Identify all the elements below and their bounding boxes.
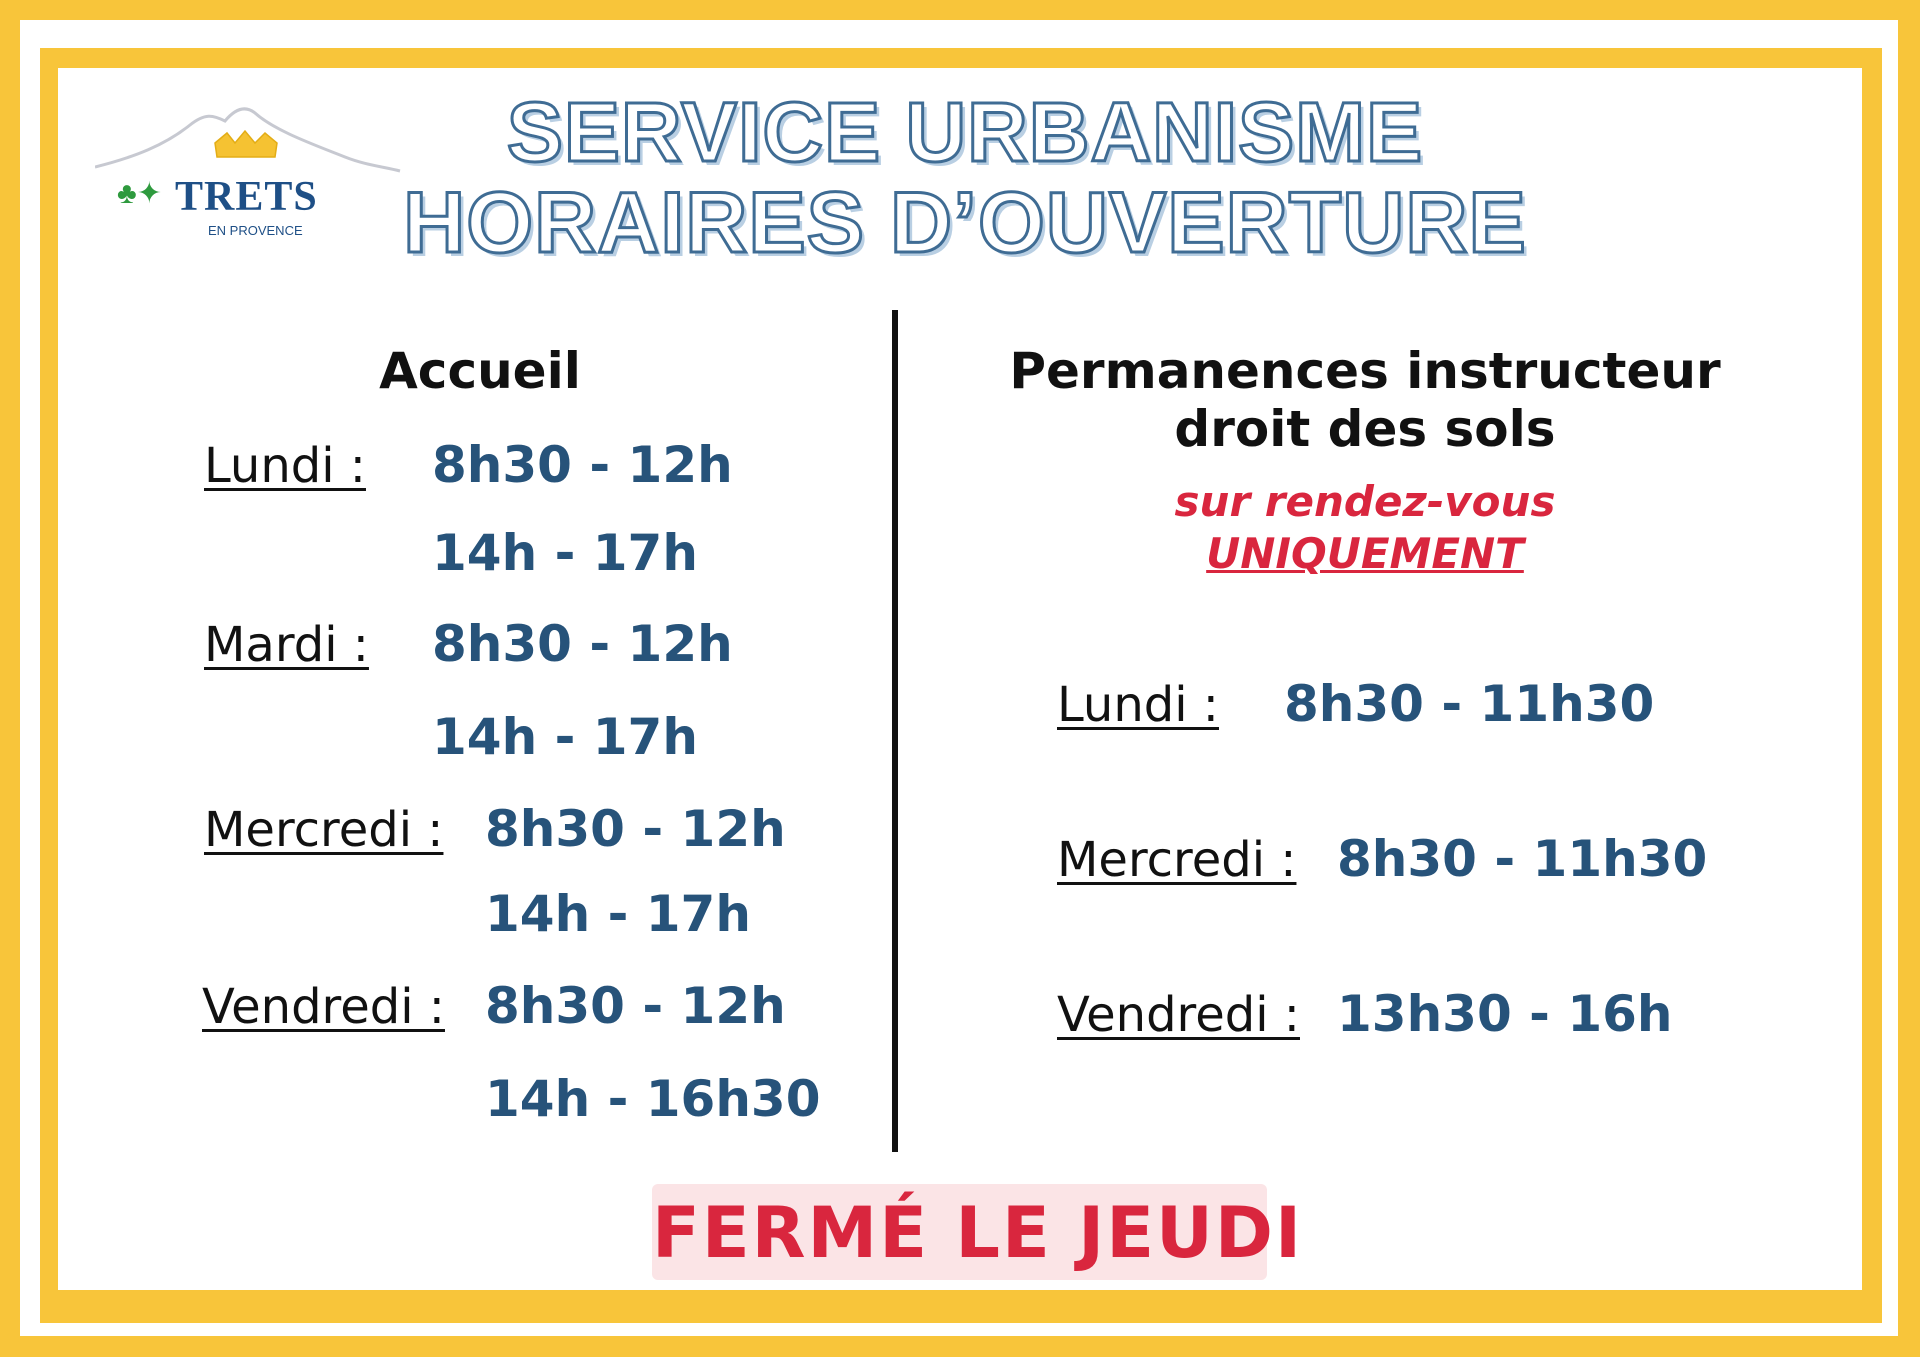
accueil-heading: Accueil — [379, 342, 581, 400]
accueil-time: 14h - 17h — [432, 708, 698, 766]
column-divider — [892, 310, 898, 1152]
title-line-2: HORAIRES D’OUVERTURE — [403, 175, 1527, 271]
accueil-time: 8h30 - 12h — [485, 800, 786, 858]
accueil-day-vendredi: Vendredi : — [202, 979, 445, 1035]
permanences-heading — [960, 342, 1770, 458]
logo-subtitle: EN PROVENCE — [208, 223, 303, 238]
permanences-heading-line-1: Permanences instructeur — [1009, 342, 1721, 400]
permanence-time: 13h30 - 16h — [1337, 985, 1673, 1043]
accueil-day-mardi: Mardi : — [204, 617, 369, 673]
appointment-note — [960, 476, 1770, 580]
closed-notice: FERMÉ LE JEUDI — [652, 1192, 1304, 1274]
permanences-heading-line-2: droit des sols — [1174, 400, 1556, 458]
accueil-time: 14h - 17h — [432, 524, 698, 582]
accueil-time: 8h30 - 12h — [432, 615, 733, 673]
clover-icon: ♣✦ — [117, 177, 162, 210]
accueil-day-mercredi: Mercredi : — [204, 802, 444, 858]
accueil-time: 14h - 17h — [485, 885, 751, 943]
accueil-day-lundi: Lundi : — [204, 438, 366, 494]
appointment-note-line-1: sur rendez-vous — [1174, 477, 1556, 526]
title-line-1: SERVICE URBANISME — [506, 85, 1424, 179]
appointment-note-line-2: UNIQUEMENT — [1206, 529, 1524, 578]
permanence-day-lundi: Lundi : — [1057, 677, 1219, 733]
accueil-time: 8h30 - 12h — [432, 436, 733, 494]
permanence-day-vendredi: Vendredi : — [1057, 987, 1300, 1043]
accueil-time: 8h30 - 12h — [485, 977, 786, 1035]
permanence-day-mercredi: Mercredi : — [1057, 832, 1297, 888]
accueil-time: 14h - 16h30 — [485, 1070, 821, 1128]
permanence-time: 8h30 - 11h30 — [1337, 830, 1708, 888]
logo-name: TRETS — [175, 174, 318, 220]
permanence-time: 8h30 - 11h30 — [1284, 675, 1655, 733]
